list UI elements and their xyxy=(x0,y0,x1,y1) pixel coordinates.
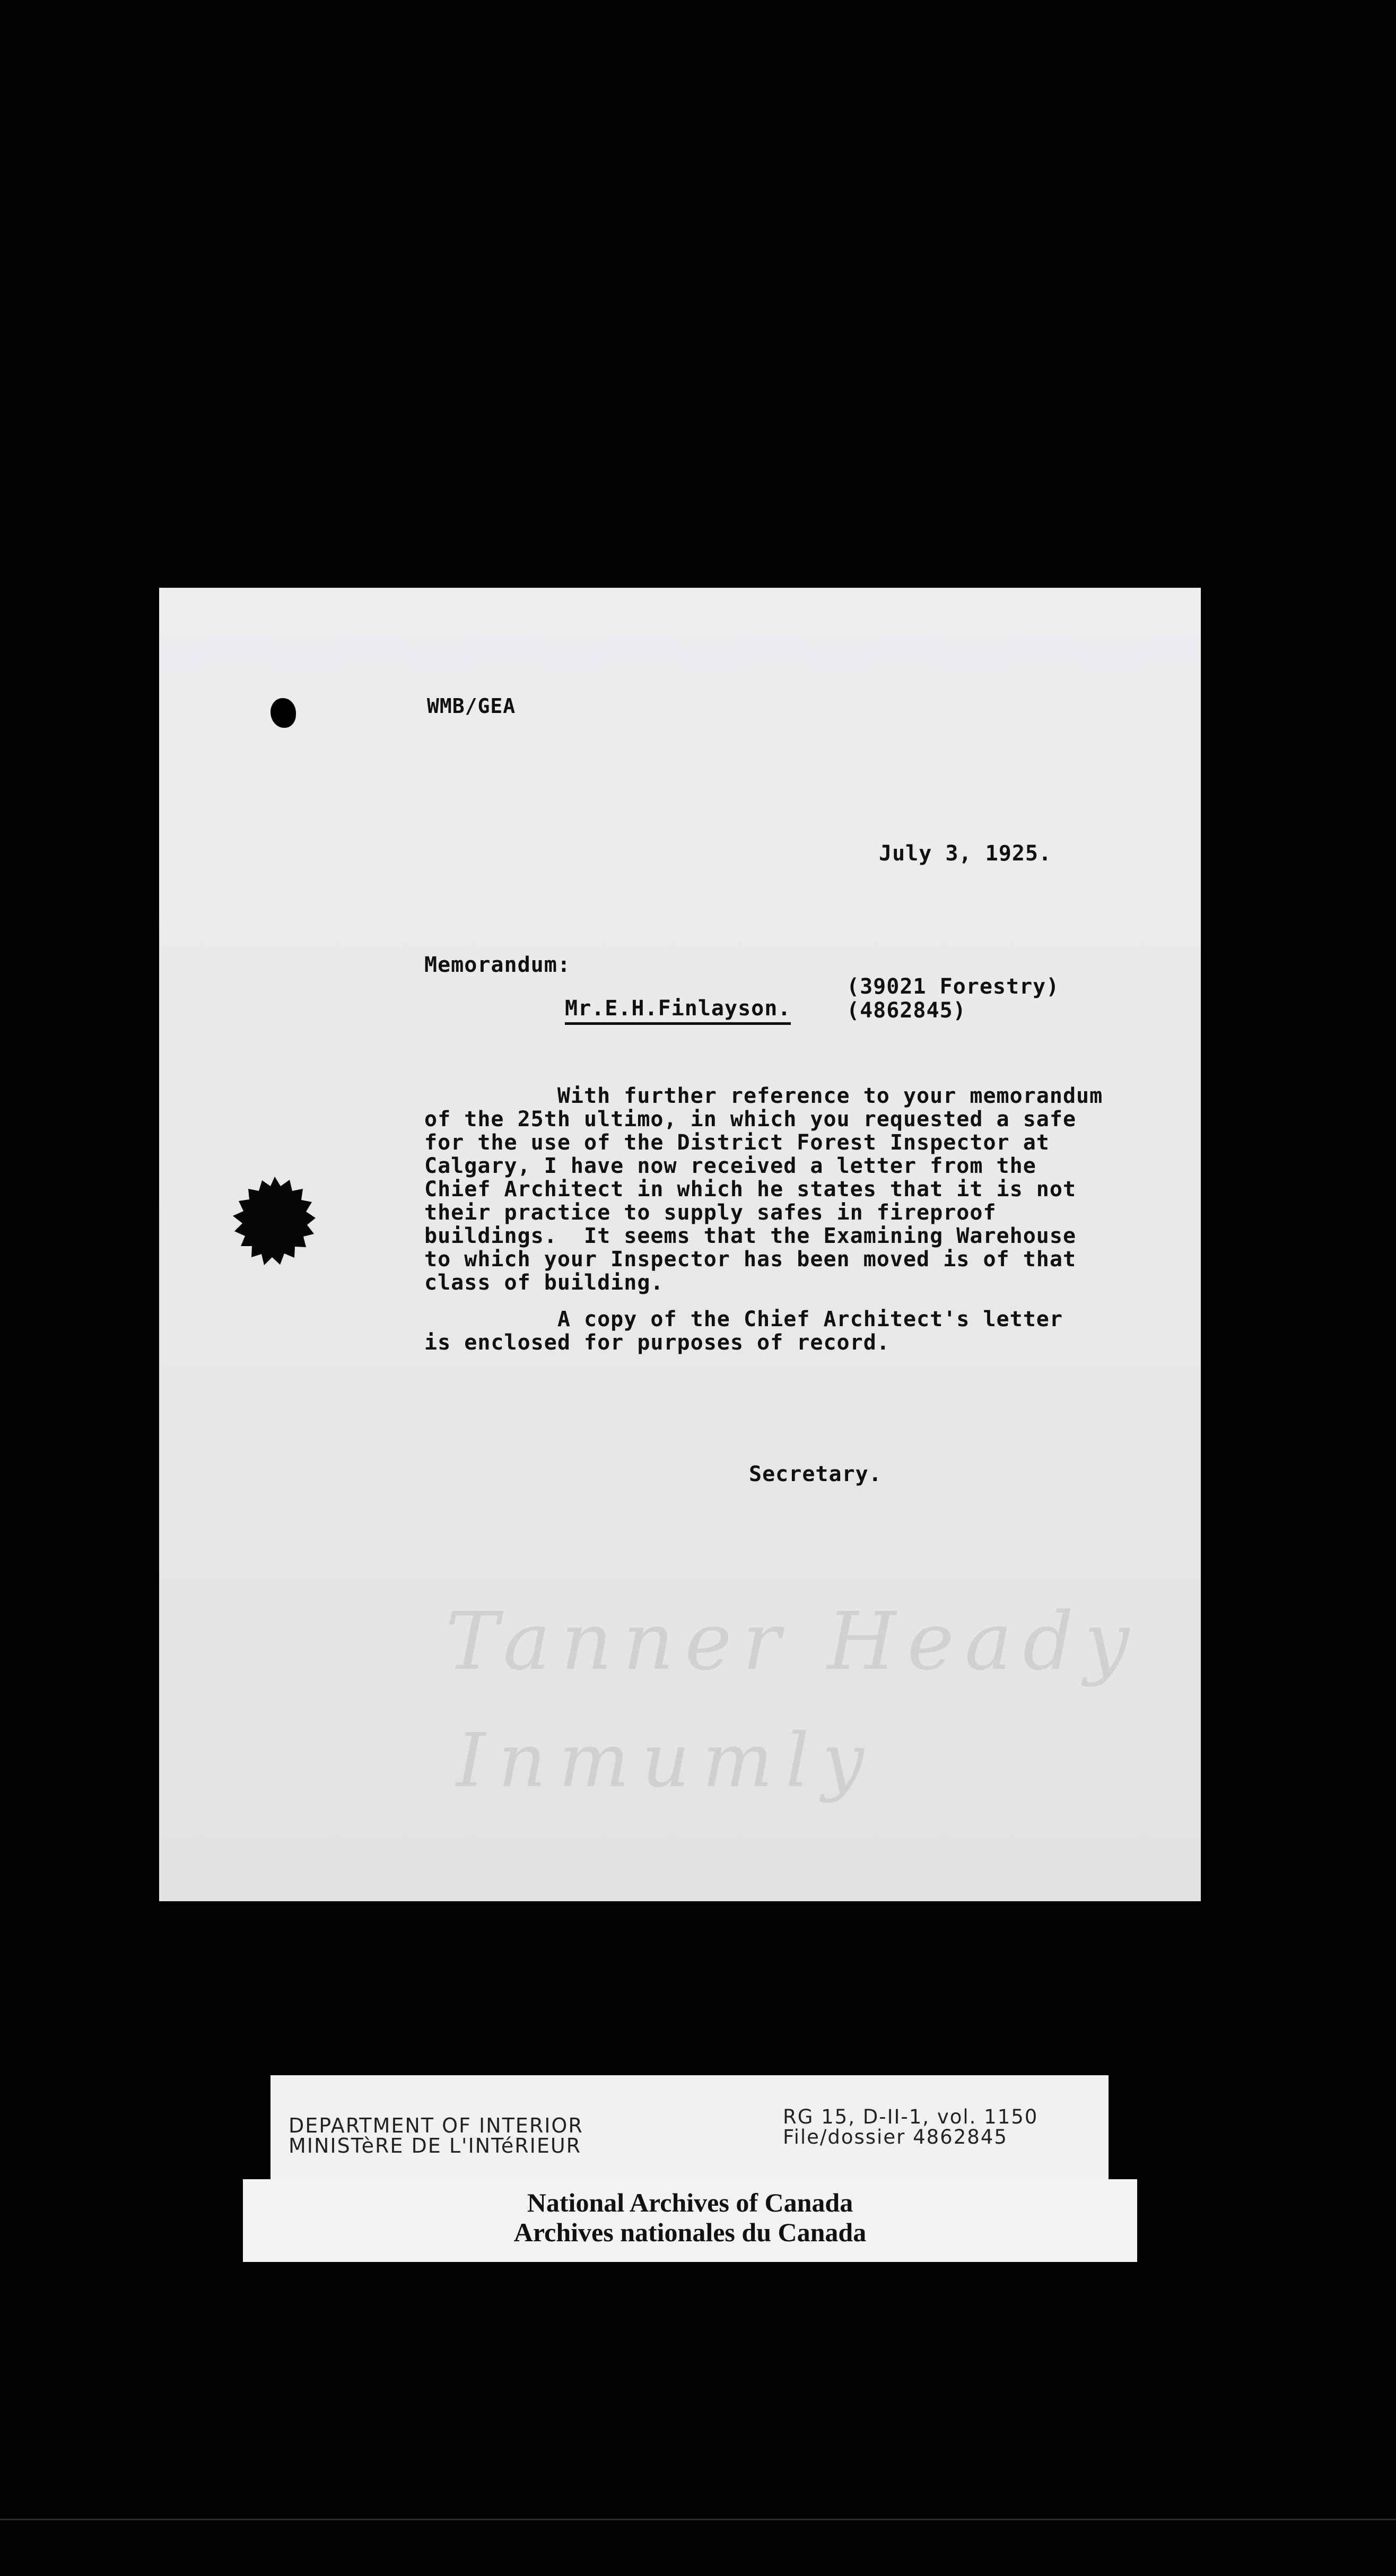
file-dossier-number: File/dossier 4862845 xyxy=(783,2126,1008,2148)
reference-initials: WMB/GEA xyxy=(427,694,516,718)
file-reference-forestry: (39021 Forestry) xyxy=(847,974,1060,999)
memo-date: July 3, 1925. xyxy=(879,841,1052,866)
signature-title: Secretary. xyxy=(749,1462,882,1486)
archives-name-en: National Archives of Canada xyxy=(527,2188,853,2217)
record-group-volume: RG 15, D-II-1, vol. 1150 xyxy=(783,2105,1039,2128)
department-name-fr: MINISTèRE DE L'INTéRIEUR xyxy=(289,2134,582,2157)
department-name-en: DEPARTMENT OF INTERIOR xyxy=(289,2114,583,2137)
memo-heading: Memorandum: xyxy=(424,953,571,977)
bleed-through-mark-2: Inmumly xyxy=(456,1718,877,1804)
body-paragraph-1: With further reference to your memorandum of the 25th ultimo, in which you requested a safe for the use of the District Forest Inspector at Calgary, I have now received a letter from the Chief Architect in which he states that it is not their practice to supply safes in fireproof buildings. It seems that the Examining Warehouse to which your Inspector has been moved is of that class of building. xyxy=(424,1084,1103,1295)
addressee: Mr.E.H.Finlayson. xyxy=(565,996,791,1025)
punch-hole xyxy=(271,698,296,728)
archives-name-fr: Archives nationales du Canada xyxy=(513,2217,867,2247)
department-name xyxy=(289,2116,583,2156)
file-references xyxy=(847,975,1059,1023)
department-label xyxy=(271,2075,1109,2181)
scan-edge-line xyxy=(0,2519,1396,2520)
record-group-reference xyxy=(783,2107,1038,2147)
body-paragraph-2: A copy of the Chief Architect's letter is enclosed for purposes of record. xyxy=(424,1307,1063,1355)
archives-label xyxy=(243,2179,1137,2262)
stamp-seal xyxy=(228,1174,321,1268)
file-reference-number: (4862845) xyxy=(847,998,966,1023)
document-page xyxy=(159,588,1201,1901)
bleed-through-mark-1: Tanner Heady xyxy=(446,1596,1140,1688)
